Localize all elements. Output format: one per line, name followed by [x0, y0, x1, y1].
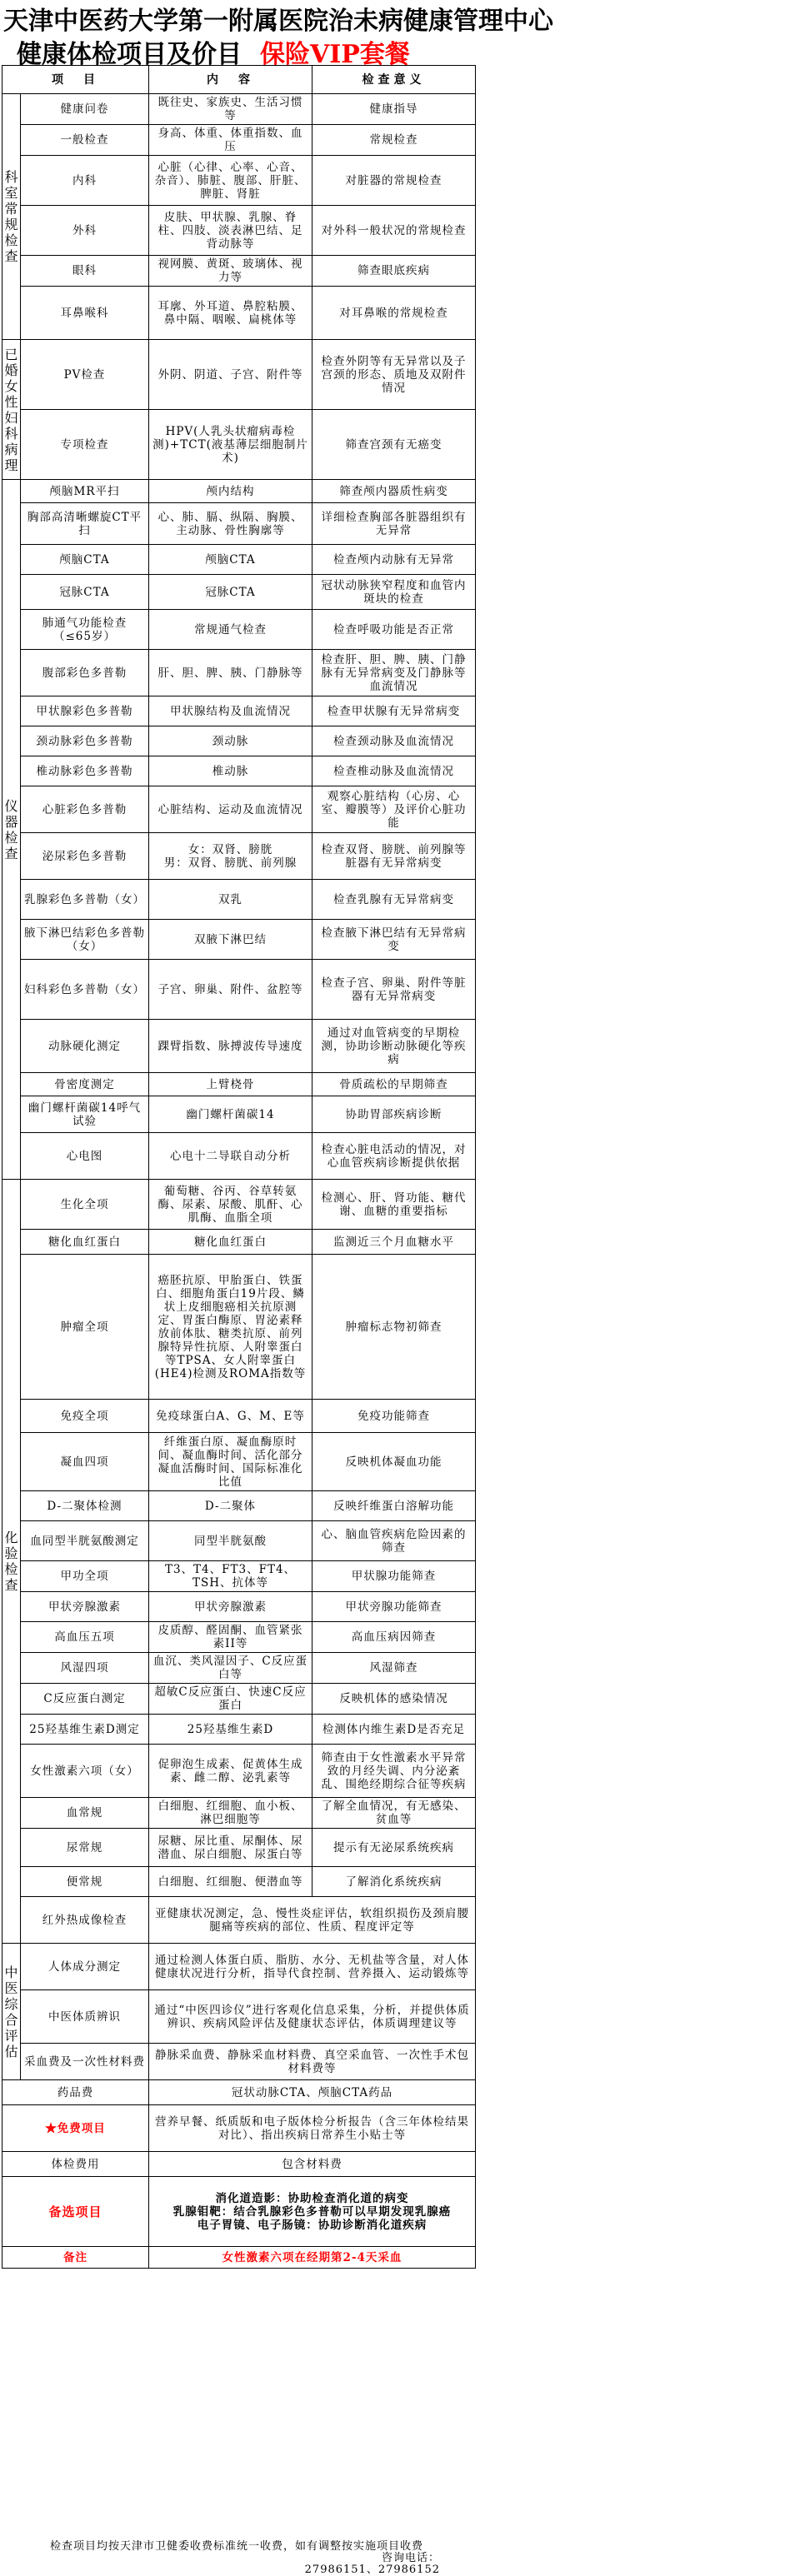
- table-row: [2, 1622, 476, 1653]
- item-name: 甲功全项: [21, 1561, 149, 1592]
- item-name: 尿常规: [21, 1829, 149, 1867]
- item-meaning: 了解全血情况，有无感染、贫血等: [312, 1798, 476, 1829]
- table-row: [2, 2152, 476, 2177]
- item-meaning: 常规检查: [312, 125, 476, 156]
- item-content: 身高、体重、体重指数、血压: [149, 125, 312, 156]
- table-row: [2, 94, 476, 125]
- optional-content: [149, 2177, 476, 2247]
- item-name: 专项检查: [21, 410, 149, 480]
- item-content: 心、肺、膈、纵隔、胸膜、主动脉、骨性胸廓等: [149, 503, 312, 545]
- item-name: 心电图: [21, 1133, 149, 1180]
- table-row: [2, 1897, 476, 1944]
- item-content: 免疫球蛋白A、G、M、E等: [149, 1400, 312, 1433]
- table-row: [2, 1255, 476, 1400]
- item-content: 颅内结构: [149, 480, 312, 503]
- item-content: 女：双肾、膀胱 男：双肾、膀胱、前列腺: [149, 833, 312, 880]
- item-name: 椎动脉彩色多普勒: [21, 756, 149, 786]
- item-meaning: 检查呼吸功能是否正常: [312, 610, 476, 650]
- item-content: 心电十二导联自动分析: [149, 1133, 312, 1180]
- item-meaning: 检查双肾、膀胱、前列腺等脏器有无异常病变: [312, 833, 476, 880]
- table-row: [2, 1096, 476, 1133]
- item-meaning: 心、脑血管疾病危险因素的筛查: [312, 1521, 476, 1561]
- item-content: 双腋下淋巴结: [149, 920, 312, 960]
- item-name: [2, 2105, 149, 2152]
- item-meaning: 筛查由于女性激素水平异常致的月经失调、内分泌紊乱、围绝经期综合征等疾病: [312, 1745, 476, 1798]
- table-row: [2, 726, 476, 756]
- table-row: [2, 786, 476, 833]
- package-name: 保险VIP套餐: [260, 40, 410, 69]
- item-content: 通过“中医四诊仪”进行客观化信息采集，分析，并提供体质辨识、疾病风险评估及健康状态评估，体质调理建议等: [149, 1990, 476, 2044]
- item-name: 人体成分测定: [21, 1944, 149, 1990]
- table-row: [2, 1798, 476, 1829]
- category-tcm: [2, 1944, 21, 2080]
- item-content: 皮肤、甲状腺、乳腺、脊柱、四肢、淡表淋巴结、足背动脉等: [149, 206, 312, 256]
- table-row: [2, 2080, 476, 2105]
- table-row: [2, 575, 476, 610]
- table-row: [2, 1073, 476, 1096]
- item-meaning: 对外科一般状况的常规检查: [312, 206, 476, 256]
- optional-label: 备选项目: [2, 2177, 149, 2247]
- item-meaning: 检查肝、胆、脾、胰、门静脉有无异常病变及门静脉等血流情况: [312, 650, 476, 696]
- item-meaning: 高血压病因筛查: [312, 1622, 476, 1653]
- item-meaning: 甲状旁腺功能筛查: [312, 1592, 476, 1622]
- item-meaning: 反映纤维蛋白溶解功能: [312, 1491, 476, 1521]
- table-row: [2, 1561, 476, 1592]
- item-content: 甲状腺结构及血流情况: [149, 696, 312, 726]
- item-content: 常规通气检查: [149, 610, 312, 650]
- category-label: 化验检查: [4, 1530, 18, 1593]
- table-row: [2, 1133, 476, 1180]
- item-name: 生化全项: [21, 1180, 149, 1230]
- item-name: 颈动脉彩色多普勒: [21, 726, 149, 756]
- item-name: 内科: [21, 156, 149, 206]
- optional-line: 消化道造影：协助检查消化道的病变: [215, 2191, 409, 2205]
- table-row: [2, 1400, 476, 1433]
- item-name: 泌尿彩色多普勒: [21, 833, 149, 880]
- item-meaning: 对耳鼻喉的常规检查: [312, 287, 476, 340]
- table-row: [2, 1944, 476, 1990]
- subtitle-text: 健康体检项目及价目: [17, 40, 242, 69]
- item-content: 25羟基维生素D: [149, 1715, 312, 1745]
- table-row: [2, 833, 476, 880]
- item-meaning: 检查颈动脉及血流情况: [312, 726, 476, 756]
- item-name: 眼科: [21, 256, 149, 287]
- footer-phone-label: 咨询电话：: [381, 2552, 440, 2564]
- item-meaning: 筛查宫颈有无癌变: [312, 410, 476, 480]
- item-content: 白细胞、红细胞、便潜血等: [149, 1867, 312, 1897]
- item-name: 耳鼻喉科: [21, 287, 149, 340]
- item-content: 纤维蛋白原、凝血酶原时间、凝血酶时间、活化部分凝血活酶时间、国际标准化比值: [149, 1433, 312, 1491]
- item-name: 甲状腺彩色多普勒: [21, 696, 149, 726]
- item-name: 肿瘤全项: [21, 1255, 149, 1400]
- note-text: 女性激素六项在经期第2-4天采血: [149, 2247, 476, 2269]
- category-lab: [2, 1180, 21, 1944]
- item-name: 腹部彩色多普勒: [21, 650, 149, 696]
- item-content: 子宫、卵巢、附件、盆腔等: [149, 960, 312, 1020]
- item-name: 外科: [21, 206, 149, 256]
- table-row: [2, 650, 476, 696]
- note-label: 备注: [2, 2247, 149, 2269]
- item-name: 高血压五项: [21, 1622, 149, 1653]
- item-meaning: 检查外阴等有无异常以及子宫颈的形态、质地及双附件情况: [312, 340, 476, 410]
- item-content: 视网膜、黄斑、玻璃体、视力等: [149, 256, 312, 287]
- table-row: [2, 1745, 476, 1798]
- item-meaning: 筛查颅内器质性病变: [312, 480, 476, 503]
- table-row: [2, 125, 476, 156]
- table-row: [2, 1990, 476, 2044]
- table-row: [2, 1180, 476, 1230]
- item-name: 颅脑MR平扫: [21, 480, 149, 503]
- table-row: [2, 545, 476, 575]
- item-name: 幽门螺杆菌碳14呼气试验: [21, 1096, 149, 1133]
- table-row: [2, 340, 476, 410]
- item-content: 皮质醇、醛固酮、血管紧张素II等: [149, 1622, 312, 1653]
- item-name: 便常规: [21, 1867, 149, 1897]
- item-name: 骨密度测定: [21, 1073, 149, 1096]
- free-label: 免费项目: [57, 2121, 106, 2135]
- item-content: 肝、胆、脾、胰、门静脉等: [149, 650, 312, 696]
- item-content: 超敏C反应蛋白、快速C反应蛋白: [149, 1684, 312, 1715]
- item-content: 双乳: [149, 880, 312, 920]
- item-meaning: 健康指导: [312, 94, 476, 125]
- table-row: [2, 410, 476, 480]
- category-women: [2, 340, 21, 480]
- table-row: [2, 920, 476, 960]
- item-name: 红外热成像检查: [21, 1897, 149, 1944]
- item-content: 静脉采血费、静脉采血材料费、真空采血管、一次性手术包材料费等: [149, 2044, 476, 2080]
- item-content: 耳廓、外耳道、鼻腔粘膜、鼻中隔、咽喉、扁桃体等: [149, 287, 312, 340]
- item-meaning: 检测体内维生素D是否充足: [312, 1715, 476, 1745]
- table-row: [2, 880, 476, 920]
- page-title: 天津中医药大学第一附属医院治未病健康管理中心: [3, 7, 553, 36]
- table-row: [2, 1715, 476, 1745]
- table-row: [2, 287, 476, 340]
- item-content: 通过检测人体蛋白质、脂肪、水分、无机盐等含量，对人体健康状况进行分析，指导代食控制、营养摄入、运动锻炼等: [149, 1944, 476, 1990]
- item-name: 一般检查: [21, 125, 149, 156]
- category-label: 中医综合评估: [4, 1964, 18, 2059]
- item-name: 动脉硬化测定: [21, 1020, 149, 1073]
- item-content: HPV(人乳头状瘤病毒检测)+TCT(液基薄层细胞制片术): [149, 410, 312, 480]
- header-item: 项 目: [2, 66, 149, 94]
- item-name: 凝血四项: [21, 1433, 149, 1491]
- table-row: [2, 1491, 476, 1521]
- item-name: 采血费及一次性材料费: [21, 2044, 149, 2080]
- item-meaning: 协助胃部疾病诊断: [312, 1096, 476, 1133]
- item-meaning: 了解消化系统疾病: [312, 1867, 476, 1897]
- item-name: 药品费: [2, 2080, 149, 2105]
- item-name: 肺通气功能检查（≤65岁）: [21, 610, 149, 650]
- item-name: 体检费用: [2, 2152, 149, 2177]
- table-row: [2, 1521, 476, 1561]
- table-row: [2, 1433, 476, 1491]
- item-content: 冠脉CTA: [149, 575, 312, 610]
- item-name: 血常规: [21, 1798, 149, 1829]
- item-meaning: 筛查眼底疾病: [312, 256, 476, 287]
- item-content: 既往史、家族史、生活习惯等: [149, 94, 312, 125]
- item-content: 上臂桡骨: [149, 1073, 312, 1096]
- item-content: D-二聚体: [149, 1491, 312, 1521]
- table-row: [2, 256, 476, 287]
- item-content: 癌胚抗原、甲胎蛋白、铁蛋白、细胞角蛋白19片段、鳞状上皮细胞癌相关抗原测定、胃蛋白酶原、胃泌素释放前体肽、糖类抗原、前列腺特异性抗原、人附睾蛋白等TPSA、女人附睾蛋白(HE4)检测及ROMA指数等: [149, 1255, 312, 1400]
- item-meaning: 免疫功能筛查: [312, 1400, 476, 1433]
- item-meaning: 观察心脏结构（心房、心室、瓣膜等）及评价心脏功能: [312, 786, 476, 833]
- item-content: 颈动脉: [149, 726, 312, 756]
- item-meaning: 反映机体凝血功能: [312, 1433, 476, 1491]
- item-content: 椎动脉: [149, 756, 312, 786]
- item-name: 冠脉CTA: [21, 575, 149, 610]
- item-name: 胸部高清晰螺旋CT平扫: [21, 503, 149, 545]
- item-name: 颅脑CTA: [21, 545, 149, 575]
- item-meaning: 检测心、肝、肾功能、糖代谢、血糖的重要指标: [312, 1180, 476, 1230]
- category-label: 科室常规检查: [4, 169, 18, 264]
- table-row: [2, 1684, 476, 1715]
- item-name: 心脏彩色多普勒: [21, 786, 149, 833]
- item-name: 中医体质辨识: [21, 1990, 149, 2044]
- table-row: [2, 610, 476, 650]
- category-label: 仪器检查: [4, 797, 18, 861]
- item-meaning: 冠状动脉狭窄程度和血管内斑块的检查: [312, 575, 476, 610]
- item-meaning: 检查子宫、卵巢、附件等脏器有无异常病变: [312, 960, 476, 1020]
- item-content: 甲状旁腺激素: [149, 1592, 312, 1622]
- item-meaning: 详细检查胸部各脏器组织有无异常: [312, 503, 476, 545]
- item-name: 血同型半胱氨酸测定: [21, 1521, 149, 1561]
- item-meaning: 检查颅内动脉有无异常: [312, 545, 476, 575]
- item-content: 冠状动脉CTA、颅脑CTA药品: [149, 2080, 476, 2105]
- item-content: 心脏（心律、心率、心音、杂音）、肺脏、腹部、肝脏、脾脏、肾脏: [149, 156, 312, 206]
- item-content: 糖化血红蛋白: [149, 1230, 312, 1255]
- table-row: [2, 1867, 476, 1897]
- table-row: [2, 756, 476, 786]
- item-name: 健康问卷: [21, 94, 149, 125]
- item-meaning: 检查腋下淋巴结有无异常病变: [312, 920, 476, 960]
- table-row: [2, 156, 476, 206]
- item-name: 女性激素六项（女）: [21, 1745, 149, 1798]
- item-meaning: 检查甲状腺有无异常病变: [312, 696, 476, 726]
- table-row: [2, 1653, 476, 1684]
- item-content: 葡萄糖、谷丙、谷草转氨酶、尿素、尿酸、肌酐、心肌酶、血脂全项: [149, 1180, 312, 1230]
- footer-note: 检查项目均按天津市卫健委收费标准统一收费，如有调整按实施项目收费: [49, 2540, 423, 2553]
- item-meaning: 甲状腺功能筛查: [312, 1561, 476, 1592]
- item-content: 尿糖、尿比重、尿酮体、尿潜血、尿白细胞、尿蛋白等: [149, 1829, 312, 1867]
- item-name: 25羟基维生素D测定: [21, 1715, 149, 1745]
- item-name: 乳腺彩色多普勒（女）: [21, 880, 149, 920]
- item-content: 心脏结构、运动及血流情况: [149, 786, 312, 833]
- header-meaning: 检查意义: [312, 66, 476, 94]
- item-name: 风湿四项: [21, 1653, 149, 1684]
- item-content: 幽门螺杆菌碳14: [149, 1096, 312, 1133]
- table-row: [2, 1829, 476, 1867]
- item-content: 颅脑CTA: [149, 545, 312, 575]
- item-content: T3、T4、FT3、FT4、TSH、抗体等: [149, 1561, 312, 1592]
- table-row: [2, 1020, 476, 1073]
- item-meaning: 监测近三个月血糖水平: [312, 1230, 476, 1255]
- item-name: PV检查: [21, 340, 149, 410]
- item-name: 腋下淋巴结彩色多普勒（女）: [21, 920, 149, 960]
- item-content: 促卵泡生成素、促黄体生成素、雌二醇、泌乳素等: [149, 1745, 312, 1798]
- category-instrument: [2, 480, 21, 1180]
- optional-line: 电子胃镜、电子肠镜：协助诊断消化道疾病: [197, 2218, 428, 2232]
- item-name: C反应蛋白测定: [21, 1684, 149, 1715]
- item-meaning: 检查心脏电活动的情况，对心血管疾病诊断提供依据: [312, 1133, 476, 1180]
- item-name: 妇科彩色多普勒（女）: [21, 960, 149, 1020]
- table-row: [2, 696, 476, 726]
- item-meaning: 反映机体的感染情况: [312, 1684, 476, 1715]
- item-meaning: 检查乳腺有无异常病变: [312, 880, 476, 920]
- exam-table: [2, 65, 476, 2269]
- item-name: 糖化血红蛋白: [21, 1230, 149, 1255]
- item-meaning: 风湿筛查: [312, 1653, 476, 1684]
- table-row: [2, 960, 476, 1020]
- item-name: D-二聚体检测: [21, 1491, 149, 1521]
- item-meaning: 对脏器的常规检查: [312, 156, 476, 206]
- table-row: [2, 480, 476, 503]
- optional-line: 乳腺钼靶：结合乳腺彩色多普勒可以早期发现乳腺癌: [172, 2204, 452, 2219]
- table-row: [2, 2044, 476, 2080]
- item-meaning: 通过对血管病变的早期检测，协助诊断动脉硬化等疾病: [312, 1020, 476, 1073]
- star-icon: ★: [45, 2121, 58, 2135]
- category-label: 已婚女性妇科病理: [4, 346, 18, 473]
- table-row: [2, 503, 476, 545]
- header-content: 内 容: [149, 66, 312, 94]
- item-content: 营养早餐、纸质版和电子版体检分析报告（含三年体检结果对比）、指出疾病日常养生小贴士等: [149, 2105, 476, 2152]
- item-content: 血沉、类风湿因子、C反应蛋白等: [149, 1653, 312, 1684]
- table-row: [2, 206, 476, 256]
- item-content: 亚健康状况测定，急、慢性炎症评估，软组织损伤及颈肩腰腿痛等疾病的部位、性质、程度评定等: [149, 1897, 476, 1944]
- table-row: [2, 2105, 476, 2152]
- item-meaning: 检查椎动脉及血流情况: [312, 756, 476, 786]
- item-content: 外阴、阴道、子宫、附件等: [149, 340, 312, 410]
- item-meaning: 肿瘤标志物初筛查: [312, 1255, 476, 1400]
- table-row: [2, 1230, 476, 1255]
- item-name: 甲状旁腺激素: [21, 1592, 149, 1622]
- item-content: 白细胞、红细胞、血小板、淋巴细胞等: [149, 1798, 312, 1829]
- item-meaning: 提示有无泌尿系统疾病: [312, 1829, 476, 1867]
- table-row: [2, 1592, 476, 1622]
- item-meaning: 骨质疏松的早期筛查: [312, 1073, 476, 1096]
- category-clinical: [2, 94, 21, 340]
- item-content: 包含材料费: [149, 2152, 476, 2177]
- item-content: 踝臂指数、脉搏波传导速度: [149, 1020, 312, 1073]
- item-name: 免疫全项: [21, 1400, 149, 1433]
- footer-phone: 27986151、27986152: [304, 2564, 440, 2576]
- item-content: 同型半胱氨酸: [149, 1521, 312, 1561]
